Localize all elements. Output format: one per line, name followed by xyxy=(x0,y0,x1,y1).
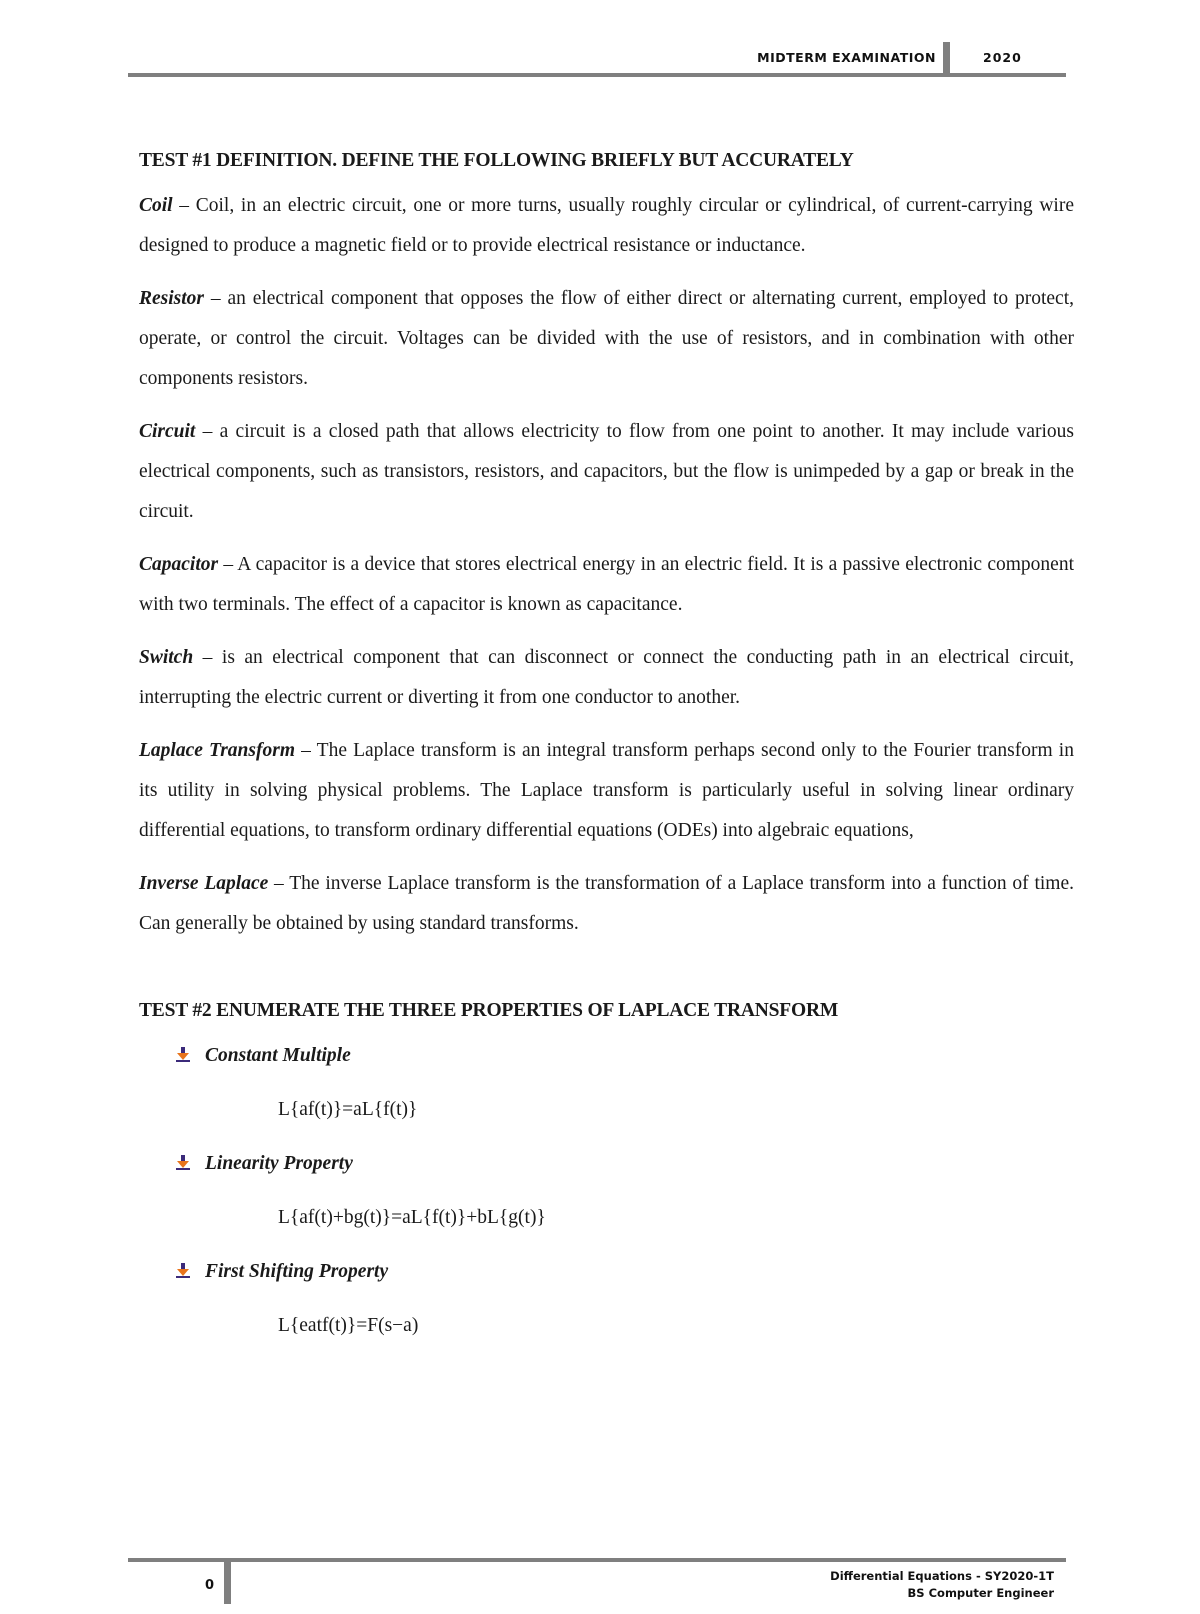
property-name-row xyxy=(175,1036,1074,1076)
header-title: MIDTERM EXAMINATION xyxy=(757,50,936,65)
definition-circuit xyxy=(139,412,1074,532)
definition-term: Coil xyxy=(139,195,173,216)
page-number: 0 xyxy=(205,1578,215,1593)
property-item xyxy=(139,1252,1074,1346)
property-name: Constant Multiple xyxy=(205,1045,351,1066)
definition-term: Resistor xyxy=(139,288,205,309)
arrow-down-bullet-icon xyxy=(175,1154,205,1174)
definition-capacitor xyxy=(139,545,1074,625)
definition-term: Capacitor xyxy=(139,554,219,575)
header-rule xyxy=(128,73,1066,77)
definition-term: Circuit xyxy=(139,421,196,442)
definition-text: – The inverse Laplace transform is the transformation of a Laplace transform into a function of time. Can generally be obtained by using standard transforms. xyxy=(139,873,1075,934)
property-item xyxy=(139,1144,1074,1238)
test2-section xyxy=(139,1000,1074,1346)
page-header xyxy=(128,42,1066,80)
property-name-row xyxy=(175,1252,1074,1292)
arrow-down-bullet-icon xyxy=(175,1046,205,1066)
test2-heading: TEST #2 ENUMERATE THE THREE PROPERTIES OF LAPLACE TRANSFORM xyxy=(139,1000,839,1021)
definition-term: Inverse Laplace xyxy=(139,873,269,894)
property-name: Linearity Property xyxy=(205,1153,353,1174)
property-formula: L{af(t)}=aL{f(t)} xyxy=(278,1099,418,1120)
test1-heading: TEST #1 DEFINITION. DEFINE THE FOLLOWING BRIEFLY BUT ACCURATELY xyxy=(139,150,854,171)
header-year: 2020 xyxy=(983,50,1022,65)
definition-text: – The Laplace transform is an integral transform perhaps second only to the Fourier transform in its utility in solving physical problems. The Laplace transform is particularly useful in solving linear ordinary differential equations, to transform ordinary differential equations (ODEs) into algebraic equations, xyxy=(139,740,1074,841)
definition-resistor xyxy=(139,279,1074,399)
header-separator xyxy=(943,42,950,75)
definition-text: – is an electrical component that can disconnect or connect the conducting path in an electrical circuit, interrupting the electric current or diverting it from one conductor to another. xyxy=(139,647,1074,708)
definition-coil xyxy=(139,186,1074,266)
definition-inverse-laplace xyxy=(139,864,1074,944)
footer-program: BS Computer Engineer xyxy=(907,1586,1054,1600)
footer-course: Differential Equations - SY2020-1T xyxy=(830,1569,1054,1583)
definition-switch xyxy=(139,638,1074,718)
property-formula: L{eatf(t)}=F(s−a) xyxy=(278,1315,419,1336)
definition-text: – A capacitor is a device that stores electrical energy in an electric field. It is a passive electronic component with two terminals. The effect of a capacitor is known as capacitance. xyxy=(139,554,1074,615)
property-formula: L{af(t)+bg(t)}=aL{f(t)}+bL{g(t)} xyxy=(278,1207,546,1228)
property-item xyxy=(139,1036,1074,1130)
definition-text: – Coil, in an electric circuit, one or more turns, usually roughly circular or cylindrical, of current-carrying wire designed to produce a magnetic field or to provide electrical resistance or inductance. xyxy=(139,195,1074,256)
definition-text: – a circuit is a closed path that allows electricity to flow from one point to another. It may include various electrical components, such as transistors, resistors, and capacitors, but the flow is unimpeded by a gap or break in the circuit. xyxy=(139,421,1074,522)
property-list xyxy=(139,1036,1074,1346)
document-body xyxy=(139,150,1074,1360)
definition-term: Laplace Transform xyxy=(139,740,295,761)
definition-term: Switch xyxy=(139,647,194,668)
footer-separator xyxy=(224,1558,231,1604)
footer-rule xyxy=(128,1558,1066,1562)
property-name: First Shifting Property xyxy=(205,1261,389,1282)
arrow-down-bullet-icon xyxy=(175,1262,205,1282)
definition-laplace-transform xyxy=(139,731,1074,851)
definition-text: – an electrical component that opposes the flow of either direct or alternating current, employed to protect, operate, or control the circuit. Voltages can be divided with the use of resistors, and in combination with other components resistors. xyxy=(139,288,1074,389)
footer-course-info xyxy=(830,1568,1054,1602)
page-footer xyxy=(128,1558,1066,1608)
property-name-row xyxy=(175,1144,1074,1184)
